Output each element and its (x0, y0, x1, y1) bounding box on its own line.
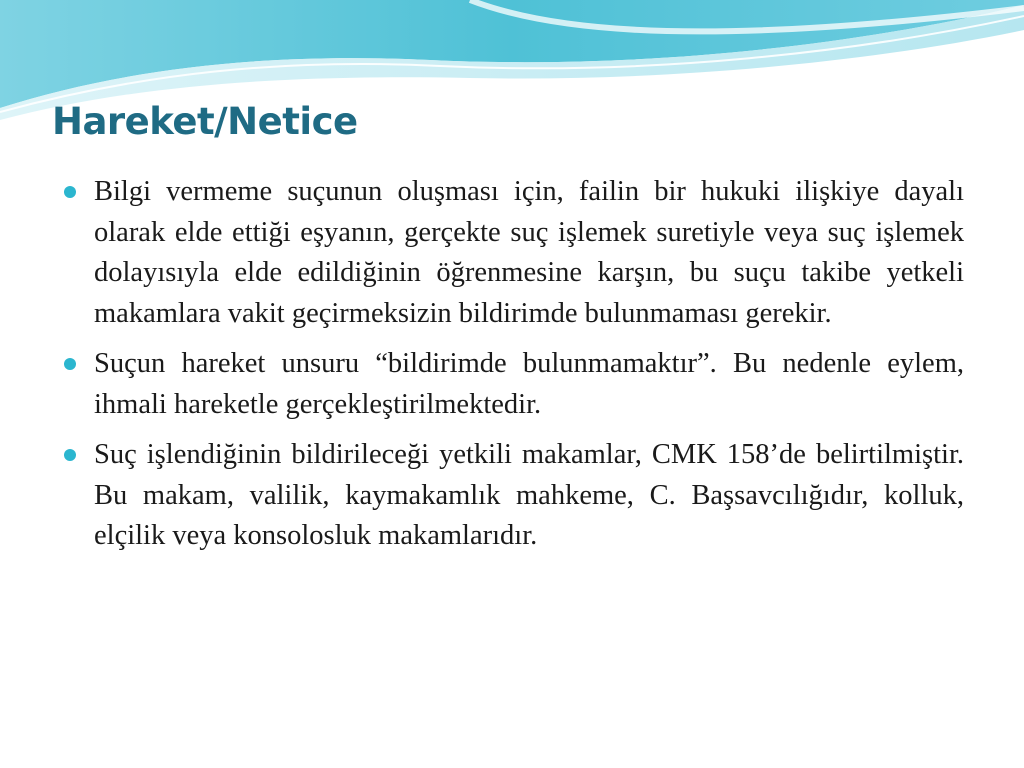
bullet-text: Suçun hareket unsuru “bildirimde bulunmamaktır”. Bu nedenle eylem, ihmali hareketle gerçekleştirilmektedir. (94, 348, 964, 420)
bullet-text: Suç işlendiğinin bildirileceği yetkili makamlar, CMK 158’de belirtilmiştir. Bu makam, valilik, kaymakamlık mahkeme, C. Başsavcılığıdır, kolluk, elçilik veya konsolosluk makamlarıdır. (94, 439, 964, 551)
bullet-item (64, 344, 964, 425)
bullet-text: Bilgi vermeme suçunun oluşması için, failin bir hukuki ilişkiye dayalı olarak elde ettiği eşyanın, gerçekte suç işlemek suretiyle veya suç işlemek dolayısıyla elde edildiğinin öğrenmesine karşın, bu suçu takibe yetkeli makamlara vakit geçirmeksizin bildirimde bulunmaması gerekir. (94, 176, 964, 329)
round-bullet-icon (64, 358, 76, 370)
round-bullet-icon (64, 186, 76, 198)
bullet-item (64, 435, 964, 557)
round-bullet-icon (64, 449, 76, 461)
bullet-item (64, 172, 964, 334)
bullet-list (64, 172, 964, 567)
slide-title: Hareket/Netice (52, 100, 358, 143)
